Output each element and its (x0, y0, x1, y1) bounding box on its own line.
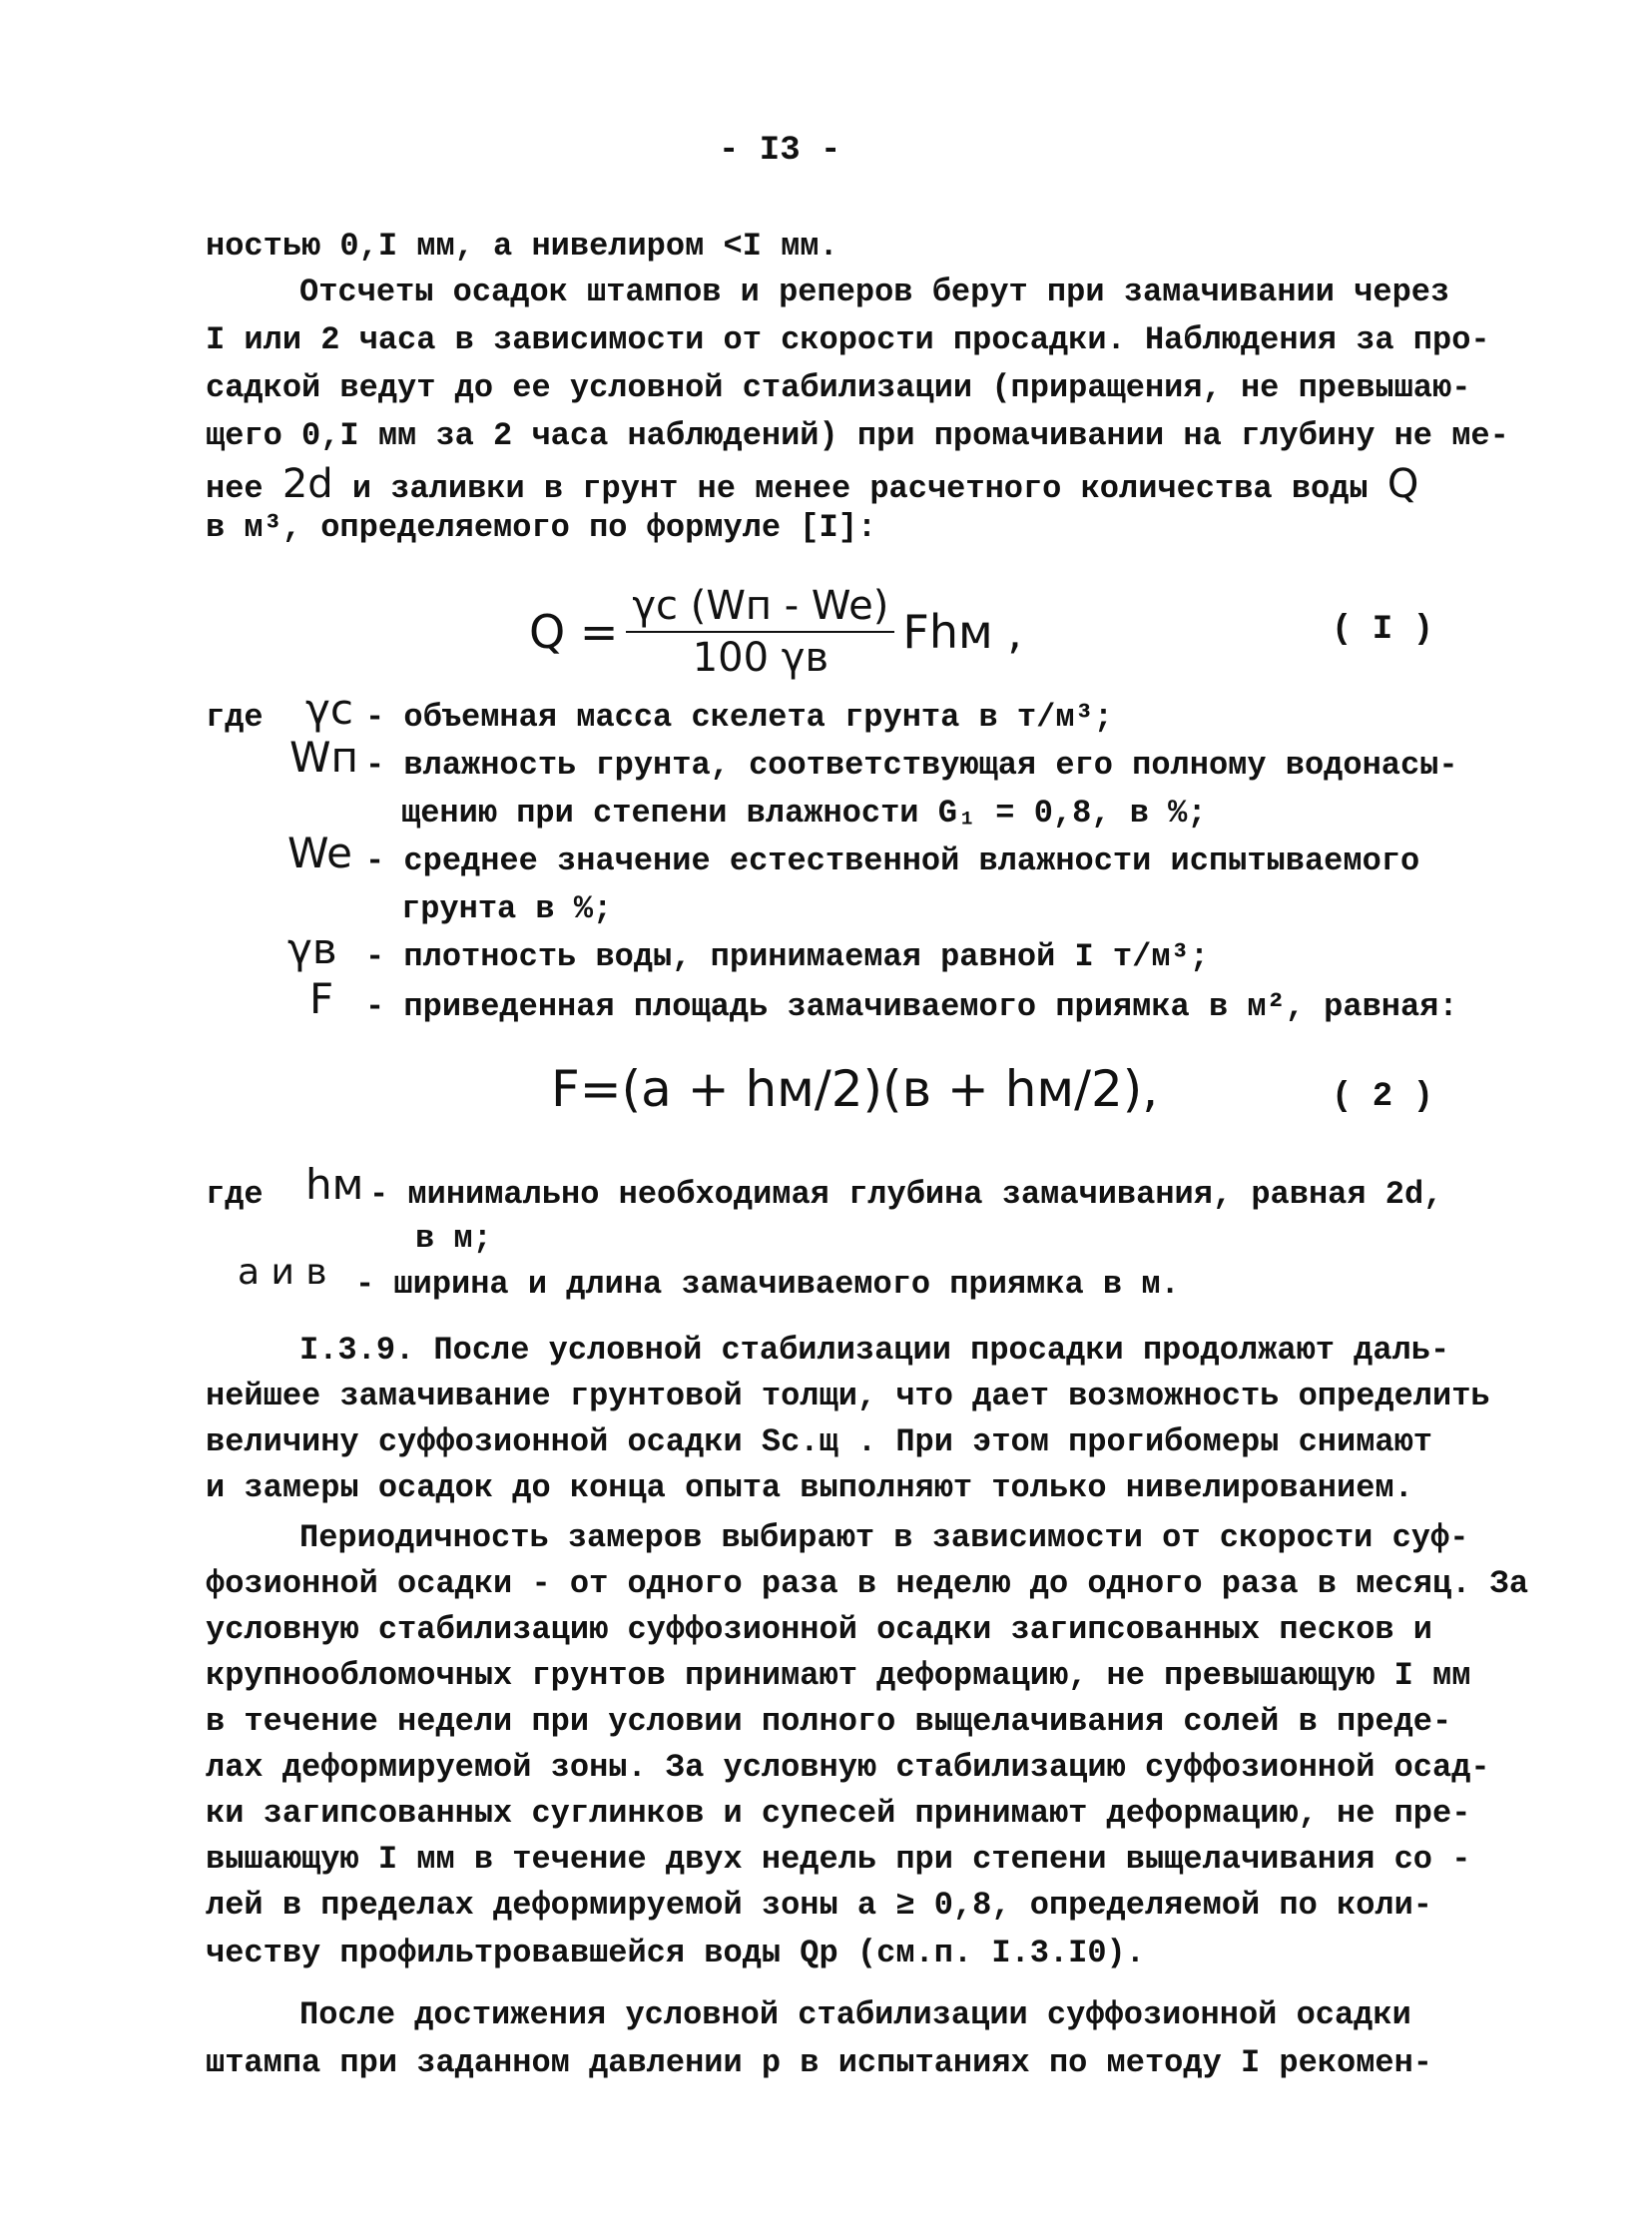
symbol: γв (287, 924, 337, 973)
text-line: После достижения условной стабилизации суффозионной осадки (299, 1996, 1411, 2033)
symbol: Wп (289, 733, 358, 782)
text-line: ки загипсованных суглинков и супесей принимают деформацию, не пре- (206, 1795, 1471, 1832)
text-line: штампа при заданном давлении p в испытаниях по методу I рекомен- (206, 2044, 1432, 2081)
definition-text: - приведенная площадь замачиваемого приямка в м², равная: (365, 988, 1458, 1025)
definition-text: - ширина и длина замачиваемого приямка в м. (355, 1266, 1180, 1303)
text-line: и замеры осадок до конца опыта выполняют только нивелированием. (206, 1469, 1413, 1506)
text-line: в м³, определяемого по формуле [I]: (206, 509, 877, 546)
symbol: F (309, 974, 334, 1023)
definition-text: щению при степени влажности G₁ = 0,8, в %; (401, 795, 1207, 832)
text-line: ностью 0,I мм, а нивелиром <I мм. (206, 228, 838, 265)
where-label: где (206, 699, 264, 736)
fraction-denominator: 100 γв (692, 635, 829, 681)
definition-text: - минимально необходимая глубина замачивания, равная 2d, (369, 1176, 1443, 1213)
symbol: a и в (238, 1252, 327, 1293)
equation-number: ( 2 ) (1332, 1078, 1434, 1116)
definition-text: в м; (415, 1220, 492, 1257)
text-line: лей в пределах деформируемой зоны a ≥ 0,8, определяемой по коли- (206, 1887, 1432, 1924)
symbol: We (287, 829, 352, 877)
text-line (206, 461, 1418, 507)
formula-1 (529, 583, 1022, 681)
symbol-2d: 2d (281, 461, 333, 507)
text-span: и заливки в грунт не менее расчетного количества воды (332, 470, 1387, 507)
formula-fraction (626, 583, 894, 681)
text-line: щего 0,I мм за 2 часа наблюдений) при промачивании на глубину не ме- (206, 417, 1509, 454)
formula-lhs: Q = (529, 605, 619, 659)
text-span: нее (206, 470, 282, 507)
equation-number: ( I ) (1332, 611, 1434, 649)
formula-tail: Fhм , (902, 605, 1022, 659)
text-line: Периодичность замеров выбирают в зависимости от скорости суф- (299, 1519, 1469, 1556)
where-label: где (206, 1176, 264, 1213)
text-line: вышающую I мм в течение двух недель при степени выщелачивания со - (206, 1841, 1471, 1878)
text-line: садкой ведут до ее условной стабилизации (приращения, не превышаю- (206, 369, 1471, 406)
text-line: I.3.9. После условной стабилизации просадки продолжают даль- (299, 1332, 1450, 1369)
definition-text: - среднее значение естественной влажности испытываемого (365, 842, 1420, 879)
text-line: честву профильтровавшейся воды Qр (см.п. I.3.I0). (206, 1935, 1145, 1971)
definition-text: - влажность грунта, соответствующая его полному водонасы- (365, 747, 1458, 784)
text-line: крупнообломочных грунтов принимают деформацию, не превышающую I мм (206, 1657, 1471, 1694)
definition-text: - плотность воды, принимаемая равной I т/м³; (365, 938, 1209, 975)
text-line: Отсчеты осадок штампов и реперов берут при замачивании через (299, 274, 1450, 310)
fraction-numerator: γc (Wп - We) (626, 583, 894, 633)
formula-2: F=(a + hм/2)(в + hм/2), (551, 1060, 1159, 1118)
text-line: величину суффозионной осадки Sс.щ . При этом прогибомеры снимают (206, 1423, 1432, 1460)
definition-text: - объемная масса скелета грунта в т/м³; (365, 699, 1113, 736)
symbol: γc (305, 685, 353, 734)
text-line: фозионной осадки - от одного раза в неделю до одного раза в месяц. За (206, 1565, 1529, 1602)
symbol: hм (305, 1160, 364, 1209)
text-line: лах деформируемой зоны. За условную стабилизацию суффозионной осад- (206, 1749, 1490, 1786)
symbol-q: Q (1386, 461, 1419, 507)
text-line: условную стабилизацию суффозионной осадки загипсованных песков и (206, 1611, 1432, 1648)
text-line: нейшее замачивание грунтовой толщи, что дает возможность определить (206, 1378, 1490, 1414)
text-line: I или 2 часа в зависимости от скорости просадки. Наблюдения за про- (206, 321, 1490, 358)
text-line: в течение недели при условии полного выщелачивания солей в преде- (206, 1703, 1452, 1740)
page-number: - I3 - (719, 132, 841, 170)
definition-text: грунта в %; (401, 890, 613, 927)
